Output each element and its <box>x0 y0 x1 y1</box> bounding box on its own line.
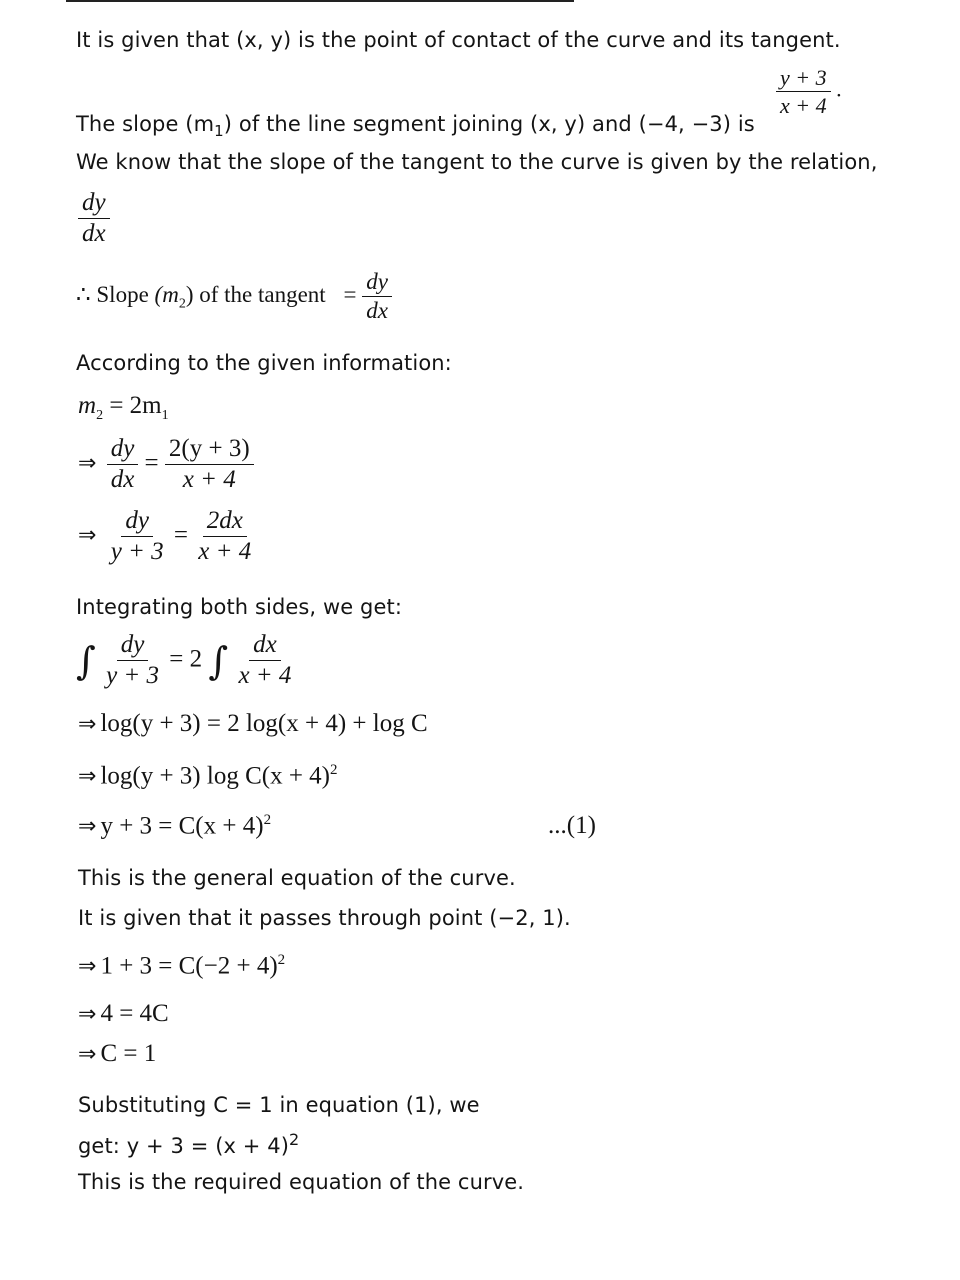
eq2-left-numerator: dy <box>107 436 139 465</box>
dy-dx-fraction <box>78 190 110 248</box>
int-right-numerator: dx <box>249 632 281 661</box>
int-right-denominator: x + 4 <box>238 662 292 690</box>
equation-general <box>78 812 271 840</box>
eq2-right-denominator: x + 4 <box>182 466 236 494</box>
implies-arrow: ⇒ <box>78 764 97 790</box>
equation-c-equals-1 <box>78 1040 156 1068</box>
eq6-expression: log(y + 3) log C(x + 4) <box>100 762 331 790</box>
eq3-left-denominator: y + 3 <box>110 538 164 566</box>
int-left-numerator: dy <box>117 632 149 661</box>
slope-m2-prefix: ∴ Slope <box>76 281 149 307</box>
equation-m2-equals-2m1 <box>78 392 169 424</box>
eq1-rhs: = 2m <box>103 392 162 419</box>
equation-log-sum <box>78 710 428 738</box>
slope-m2-subscript: 2 <box>178 296 186 312</box>
eq3-equals: = <box>173 521 189 549</box>
slope-m1-text-rest: ) of the line segment joining (x, y) and (−4, −3) is <box>223 112 755 136</box>
equation-log-product <box>78 762 338 790</box>
eq1-lhs-subscript: 2 <box>96 408 104 423</box>
implies-arrow: ⇒ <box>78 451 97 477</box>
text-line-slope-relation: We know that the slope of the tangent to the curve is given by the relation, <box>76 150 878 174</box>
final-equation-exponent: 2 <box>289 1130 300 1149</box>
implies-arrow: ⇒ <box>78 1042 97 1067</box>
eq1-rhs-subscript: 1 <box>161 408 169 423</box>
text-line-point-of-contact: It is given that (x, y) is the point of contact of the curve and its tangent. <box>76 28 841 52</box>
eq8-expression: 1 + 3 = C(−2 + 4) <box>100 952 278 980</box>
eq1-lhs: m <box>78 392 97 419</box>
text-line-passes-through: It is given that it passes through point (−2, 1). <box>78 906 571 930</box>
text-line-integrating: Integrating both sides, we get: <box>76 595 403 619</box>
slope-m1-numerator: y + 3 <box>776 66 831 92</box>
text-line-required-equation: This is the required equation of the curve. <box>78 1170 525 1194</box>
slope-m2-denominator: dx <box>366 298 388 324</box>
slope-m2-numerator: dy <box>362 270 392 297</box>
eq2-right-numerator: 2(y + 3) <box>165 436 254 465</box>
int-left-denominator: y + 3 <box>106 662 160 690</box>
implies-arrow: ⇒ <box>78 814 97 840</box>
slope-m2-close: ) <box>185 281 194 307</box>
text-line-slope-m1 <box>76 112 755 140</box>
int-middle: = 2 <box>169 645 203 673</box>
text-line-final-equation <box>78 1130 299 1158</box>
eq3-left-numerator: dy <box>121 508 153 537</box>
equation-separated <box>78 508 255 566</box>
equation-tag: ...(1) <box>548 812 596 839</box>
text-line-according: According to the given information: <box>76 351 452 375</box>
eq8-exponent: 2 <box>277 952 286 968</box>
dy-dx-numerator: dy <box>78 190 110 219</box>
eq2-left-denominator: dx <box>110 466 135 494</box>
slope-m2-statement <box>76 270 392 323</box>
implies-arrow: ⇒ <box>78 712 97 737</box>
equation-4-equals-4c <box>78 1000 169 1028</box>
equation-integral <box>76 632 295 690</box>
slope-m1-fraction <box>776 66 842 117</box>
equation-substitute-point <box>78 952 285 980</box>
implies-arrow: ⇒ <box>78 523 97 549</box>
eq7-exponent: 2 <box>263 812 272 828</box>
eq3-right-denominator: x + 4 <box>198 538 252 566</box>
top-rule <box>66 0 574 2</box>
integral-sign: ∫ <box>76 638 96 683</box>
slope-m1-denominator: x + 4 <box>780 93 827 119</box>
dy-dx-denominator: dx <box>82 220 106 248</box>
implies-arrow: ⇒ <box>78 1002 97 1027</box>
slope-m1-period: . <box>836 76 842 102</box>
eq7-expression: y + 3 = C(x + 4) <box>100 812 264 840</box>
slope-m2-text: of the tangent <box>199 281 326 307</box>
eq9-expression: 4 = 4C <box>100 1000 169 1027</box>
integral-sign: ∫ <box>208 638 229 683</box>
final-equation-text: get: y + 3 = (x + 4) <box>78 1134 290 1158</box>
eq3-right-numerator: 2dx <box>203 508 247 537</box>
implies-arrow: ⇒ <box>78 954 97 980</box>
equation-dydx-ratio <box>78 436 254 494</box>
eq6-exponent: 2 <box>330 762 338 778</box>
eq10-expression: C = 1 <box>100 1040 157 1067</box>
eq5-expression: log(y + 3) = 2 log(x + 4) + log C <box>100 710 428 737</box>
text-line-general-equation: This is the general equation of the curve. <box>78 866 516 890</box>
slope-m2-symbol: (m <box>154 281 179 307</box>
slope-m2-equals: = <box>343 281 357 307</box>
text-line-substituting: Substituting C = 1 in equation (1), we <box>78 1093 480 1117</box>
slope-m1-text-start: The slope (m <box>76 112 215 136</box>
slope-m1-subscript: 1 <box>214 122 224 141</box>
eq2-equals: = <box>144 449 159 477</box>
